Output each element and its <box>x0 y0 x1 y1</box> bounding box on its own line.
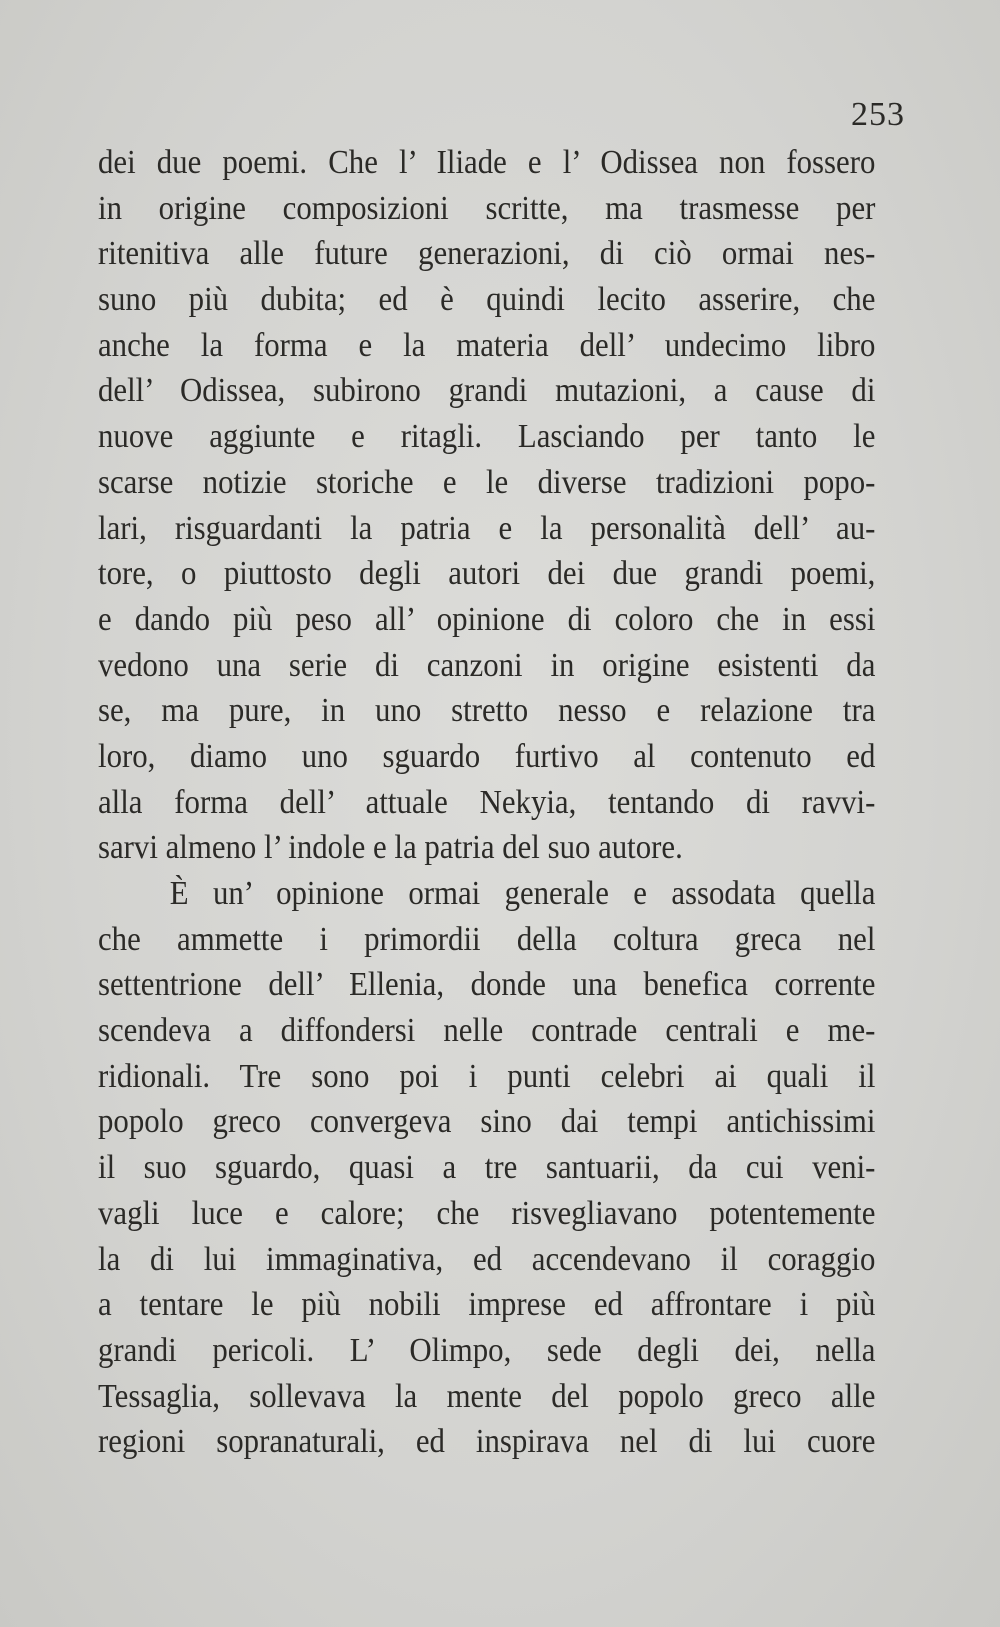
text-line: a tentare le più nobili imprese ed affrontare i più <box>98 1286 876 1324</box>
text-line: vagli luce e calore; che risvegliavano potentemente <box>98 1194 876 1232</box>
text-line: in origine composizioni scritte, ma trasmesse per <box>98 189 876 227</box>
text-line: regioni sopranaturali, ed inspirava nel di lui cuore <box>98 1423 876 1461</box>
text-line: È un’ opinione ormai generale e assodata quella <box>169 875 876 912</box>
text-line: ritenitiva alle future generazioni, di ciò ormai nes- <box>98 235 876 273</box>
text-line: lari, risguardanti la patria e la personalità dell’ au- <box>98 509 876 547</box>
text-line: sarvi almeno l’ indole e la patria del suo autore. <box>98 829 683 867</box>
text-line: ridionali. Tre sono poi i punti celebri ai quali il <box>98 1057 876 1095</box>
text-line: Tessaglia, sollevava la mente del popolo greco alle <box>98 1377 876 1415</box>
paragraph-1 <box>98 140 876 871</box>
body-text <box>98 140 876 1465</box>
text-line: tore, o piuttosto degli autori dei due grandi poemi, <box>98 555 876 593</box>
text-line: settentrione dell’ Ellenia, donde una benefica corrente <box>98 966 876 1004</box>
text-line: popolo greco convergeva sino dai tempi antichissimi <box>98 1103 876 1141</box>
text-line: che ammette i primordii della coltura greca nel <box>98 920 876 958</box>
text-line: scarse notizie storiche e le diverse tradizioni popo- <box>98 463 876 501</box>
text-line: la di lui immaginativa, ed accendevano il coraggio <box>98 1240 876 1278</box>
text-line: il suo sguardo, quasi a tre santuarii, da cui veni- <box>98 1149 876 1187</box>
text-line: dei due poemi. Che l’ Iliade e l’ Odissea non fossero <box>98 144 876 181</box>
text-line: suno più dubita; ed è quindi lecito asserire, che <box>98 281 876 319</box>
text-line: dell’ Odissea, subirono grandi mutazioni, a cause di <box>98 372 876 410</box>
paragraph-2 <box>98 871 876 1465</box>
text-line: nuove aggiunte e ritagli. Lasciando per tanto le <box>98 418 876 456</box>
text-line: grandi pericoli. L’ Olimpo, sede degli dei, nella <box>98 1331 876 1369</box>
text-line: e dando più peso all’ opinione di coloro che in essi <box>98 600 876 638</box>
text-line: scendeva a diffondersi nelle contrade centrali e me- <box>98 1012 876 1050</box>
text-line: anche la forma e la materia dell’ undecimo libro <box>98 326 876 364</box>
text-line: vedono una serie di canzoni in origine esistenti da <box>98 646 876 684</box>
page-number: 253 <box>851 96 905 133</box>
text-line: alla forma dell’ attuale Nekyia, tentando di ravvi- <box>98 783 876 821</box>
text-line: loro, diamo uno sguardo furtivo al contenuto ed <box>98 737 876 775</box>
text-line: se, ma pure, in uno stretto nesso e relazione tra <box>98 692 876 730</box>
